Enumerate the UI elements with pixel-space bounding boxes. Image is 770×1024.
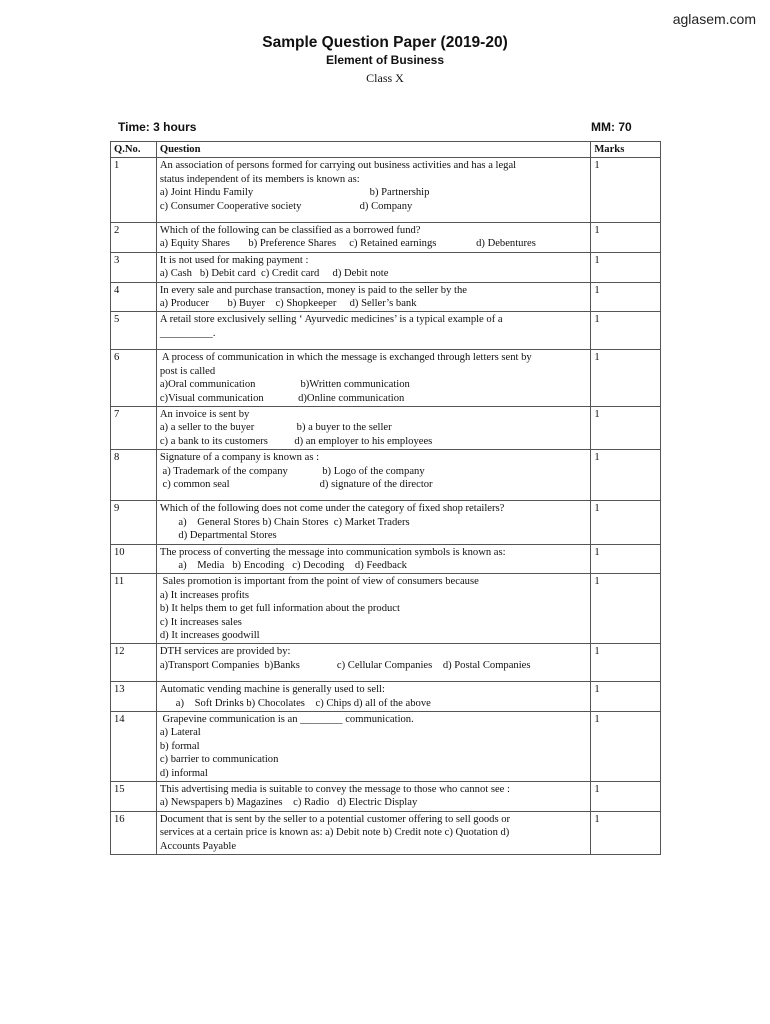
question-row [111, 282, 661, 312]
question-text [156, 574, 590, 644]
question-line: a) Trademark of the company b) Logo of the company [159, 465, 425, 477]
subject-title: Element of Business [325, 53, 445, 67]
question-marks: 1 [591, 574, 661, 644]
max-marks-label: MM: 70 [591, 120, 632, 134]
question-line: a) General Stores b) Chain Stores c) Market Traders [159, 516, 410, 528]
question-marks: 1 [591, 644, 661, 682]
question-line: d) informal [159, 767, 208, 779]
question-row [111, 350, 661, 407]
question-number: 8 [111, 450, 157, 501]
question-row [111, 501, 661, 544]
watermark: aglasem.com [672, 11, 756, 27]
question-text [156, 501, 590, 544]
question-line: c) Consumer Cooperative society d) Company [159, 200, 413, 212]
question-line: c)Visual communication d)Online communication [159, 392, 405, 404]
question-line: status independent of its members is known as: [159, 173, 360, 185]
question-line: __________. [159, 327, 216, 339]
question-line: a) Producer b) Buyer c) Shopkeeper d) Seller’s bank [159, 298, 417, 310]
question-line: c) It increases sales [159, 616, 242, 628]
question-table-body [111, 158, 661, 855]
question-line: Automatic vending machine is generally used to sell: [159, 684, 385, 696]
question-text [156, 811, 590, 854]
question-line: d) It increases goodwill [159, 630, 260, 641]
question-line: a) Media b) Encoding c) Decoding d) Feedback [159, 559, 407, 571]
question-row [111, 644, 661, 682]
column-header-qno: Q.No. [111, 142, 157, 158]
question-text [156, 223, 590, 253]
question-text [156, 350, 590, 407]
row-spacer [160, 491, 587, 499]
question-row [111, 544, 661, 574]
question-text [156, 158, 590, 223]
question-text [156, 644, 590, 682]
question-text [156, 544, 590, 574]
question-line: a) Lateral [159, 727, 201, 739]
table-header-row [111, 142, 661, 158]
question-row [111, 312, 661, 350]
row-spacer [160, 213, 587, 221]
time-label: Time: 3 hours [118, 120, 197, 134]
question-marks: 1 [591, 544, 661, 574]
question-number: 13 [111, 682, 157, 712]
question-line: Which of the following can be classified as a borrowed fund? [159, 225, 421, 237]
question-number: 3 [111, 252, 157, 282]
class-label: Class X [366, 71, 404, 85]
question-number: 7 [111, 406, 157, 449]
question-marks: 1 [591, 252, 661, 282]
question-line: A retail store exclusively selling ‘ Ayurvedic medicines’ is a typical example of a [159, 314, 503, 326]
question-row [111, 252, 661, 282]
question-line: Accounts Payable [159, 840, 237, 852]
question-line: a) Joint Hindu Family b) Partnership [159, 187, 430, 199]
question-marks: 1 [591, 350, 661, 407]
question-row [111, 158, 661, 223]
question-line: post is called [159, 365, 216, 377]
question-text [156, 252, 590, 282]
question-text [156, 312, 590, 350]
question-line: a) Soft Drinks b) Chocolates c) Chips d) all of the above [159, 697, 431, 709]
question-marks: 1 [591, 712, 661, 782]
question-line: The process of converting the message into communication symbols is known as: [159, 546, 506, 558]
question-number: 6 [111, 350, 157, 407]
row-spacer [160, 340, 587, 348]
question-line: This advertising media is suitable to convey the message to those who cannot see : [159, 784, 510, 796]
column-header-question: Question [156, 142, 590, 158]
question-line: Signature of a company is known as : [159, 452, 320, 464]
question-line: An association of persons formed for carrying out business activities and has a legal [159, 160, 517, 172]
question-number: 1 [111, 158, 157, 223]
question-row [111, 223, 661, 253]
question-marks: 1 [591, 406, 661, 449]
question-line: a) It increases profits [159, 589, 249, 601]
question-row [111, 406, 661, 449]
question-text [156, 406, 590, 449]
question-line: In every sale and purchase transaction, money is paid to the seller by the [159, 284, 467, 296]
question-line: a)Transport Companies b)Banks c) Cellular Companies d) Postal Companies [159, 659, 531, 671]
question-row [111, 811, 661, 854]
question-row [111, 574, 661, 644]
question-line: c) barrier to communication [159, 754, 279, 766]
question-number: 4 [111, 282, 157, 312]
question-number: 2 [111, 223, 157, 253]
question-marks: 1 [591, 782, 661, 812]
question-marks: 1 [591, 223, 661, 253]
question-line: Document that is sent by the seller to a potential customer offering to sell goods or [159, 813, 511, 825]
question-text [156, 282, 590, 312]
question-line: a) a seller to the buyer b) a buyer to the seller [159, 422, 392, 434]
question-row [111, 682, 661, 712]
question-line: Grapevine communication is an ________ communication. [159, 714, 414, 726]
question-text [156, 450, 590, 501]
question-line: DTH services are provided by: [159, 646, 291, 658]
question-row [111, 782, 661, 812]
question-line: An invoice is sent by [159, 408, 250, 420]
question-table [110, 141, 661, 855]
question-marks: 1 [591, 282, 661, 312]
question-marks: 1 [591, 811, 661, 854]
question-marks: 1 [591, 450, 661, 501]
question-number: 16 [111, 811, 157, 854]
question-line: c) a bank to its customers d) an employer to his employees [159, 435, 433, 447]
question-number: 14 [111, 712, 157, 782]
question-line: services at a certain price is known as: a) Debit note b) Credit note c) Quotation d) [159, 827, 510, 839]
question-line: a) Newspapers b) Magazines c) Radio d) Electric Display [159, 797, 418, 809]
question-number: 5 [111, 312, 157, 350]
question-number: 12 [111, 644, 157, 682]
question-text [156, 782, 590, 812]
question-line: Sales promotion is important from the point of view of consumers because [159, 576, 479, 588]
question-text [156, 682, 590, 712]
question-line: c) common seal d) signature of the director [159, 478, 433, 490]
question-line: b) It helps them to get full information about the product [159, 603, 400, 615]
question-line: A process of communication in which the message is exchanged through letters sent by [159, 352, 532, 364]
question-row [111, 712, 661, 782]
question-line: It is not used for making payment : [159, 254, 309, 266]
question-line: Which of the following does not come under the category of fixed shop retailers? [159, 503, 505, 515]
question-line: b) formal [159, 740, 200, 752]
question-number: 10 [111, 544, 157, 574]
question-marks: 1 [591, 312, 661, 350]
question-number: 15 [111, 782, 157, 812]
paper-title: Sample Question Paper (2019-20) [262, 34, 508, 51]
question-line: a)Oral communication b)Written communication [159, 379, 410, 391]
question-marks: 1 [591, 682, 661, 712]
question-row [111, 450, 661, 501]
column-header-marks: Marks [591, 142, 661, 158]
question-line: a) Equity Shares b) Preference Shares c) Retained earnings d) Debentures [159, 238, 536, 250]
question-marks: 1 [591, 501, 661, 544]
question-text [156, 712, 590, 782]
question-marks: 1 [591, 158, 661, 223]
question-line: a) Cash b) Debit card c) Credit card d) Debit note [159, 268, 389, 280]
question-number: 9 [111, 501, 157, 544]
row-spacer [160, 672, 587, 680]
question-number: 11 [111, 574, 157, 644]
question-line: d) Departmental Stores [159, 530, 277, 542]
